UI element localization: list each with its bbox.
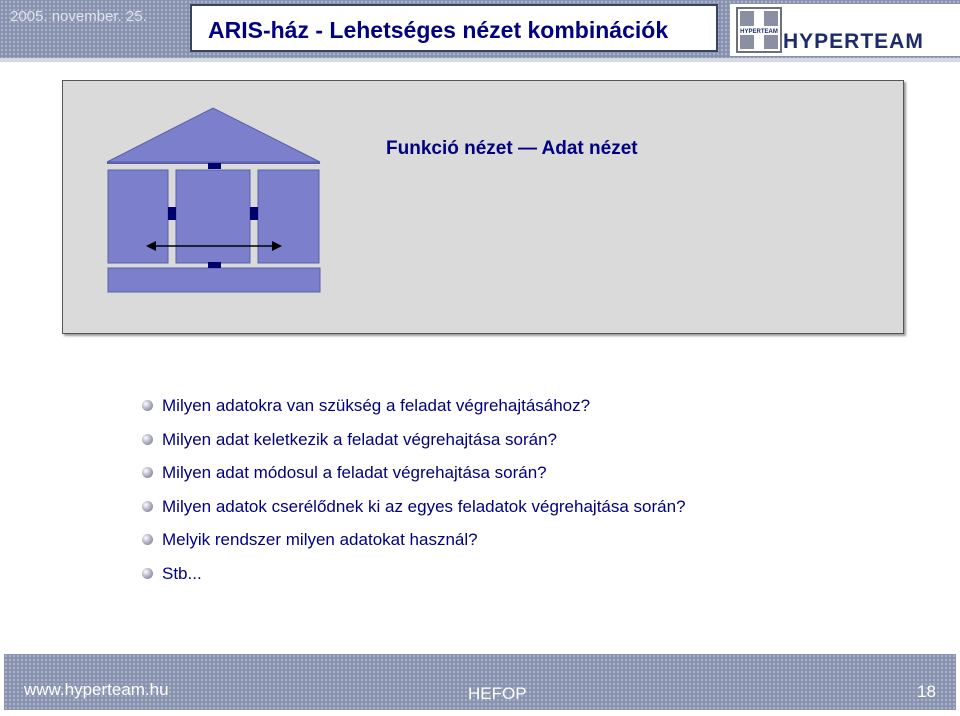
logo-mark-text: HYPERTEAM: [740, 29, 778, 35]
bullet-icon: [142, 434, 153, 445]
connector-bottom: [208, 262, 221, 268]
bullet-icon: [142, 534, 153, 545]
house-base: [108, 268, 320, 292]
list-item: [142, 528, 686, 562]
house-column-center: [176, 170, 250, 263]
list-item-text: Milyen adat keletkezik a feladat végrehajtása során?: [162, 429, 558, 449]
list-item-text: Melyik rendszer milyen adatokat használ?: [162, 530, 478, 550]
list-item-text: Stb...: [162, 563, 202, 583]
list-item: [142, 562, 686, 596]
page-number: 18: [917, 682, 936, 701]
footer-url[interactable]: www.hyperteam.hu: [24, 680, 169, 699]
connector-right: [250, 207, 258, 220]
list-item-text: Milyen adatokra van szükség a feladat végrehajtásához?: [162, 396, 591, 415]
list-item: [142, 461, 686, 495]
house-column-left: [108, 170, 168, 263]
slide-date: 2005. november. 25.: [10, 8, 147, 25]
connector-left: [168, 207, 176, 220]
diagram-caption: Funkció nézet — Adat nézet: [386, 138, 638, 159]
bullet-icon: [142, 568, 153, 579]
list-item: [142, 428, 686, 462]
footer-bar: [4, 654, 956, 710]
connector-top: [208, 163, 221, 169]
footer-program: HEFOP: [468, 684, 527, 703]
brand-name: HYPERTEAM: [783, 30, 924, 53]
list-item-text: Milyen adat módosul a feladat végrehajtása során?: [162, 463, 547, 483]
house-roof: [107, 108, 320, 162]
house-column-right: [258, 170, 319, 263]
bullet-icon: [142, 400, 153, 411]
list-item: [142, 394, 686, 428]
list-item: [142, 495, 686, 529]
question-list: [142, 394, 686, 596]
slide-title: ARIS-ház - Lehetséges nézet kombinációk: [208, 17, 669, 43]
list-item-text: Milyen adatok cserélődnek ki az egyes feladatok végrehajtása során?: [162, 496, 686, 516]
bullet-icon: [142, 501, 153, 512]
bullet-icon: [142, 467, 153, 478]
